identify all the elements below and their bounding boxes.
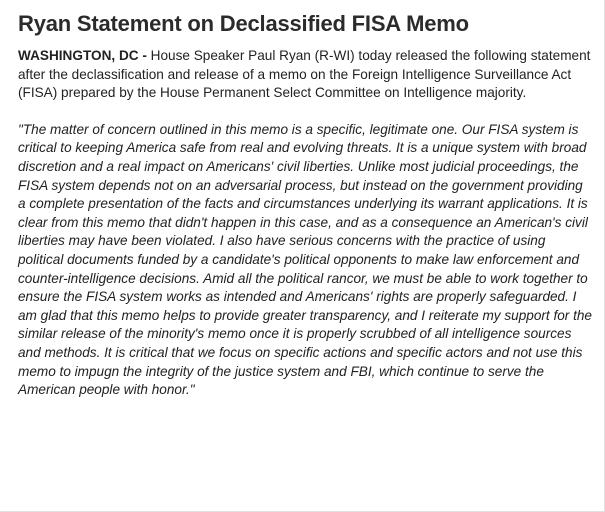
article-dateline: WASHINGTON, DC - (18, 48, 147, 63)
article-title: Ryan Statement on Declassified FISA Memo (18, 11, 469, 36)
article (18, 10, 594, 400)
article-lede-paragraph (18, 47, 594, 103)
article-lede-text: House Speaker Paul Ryan (R-WI) today released the following statement after the declassification and release of a memo on the Foreign Intelligence Surveillance Act (FISA) prepared by the House Permanent Select Committee on Intelligence majority. (18, 48, 591, 101)
article-quote: "The matter of concern outlined in this memo is a specific, legitimate one. Our FISA system is critical to keeping America safe from real and evolving threats. It is a unique system with broad discretion and a real impact on Americans' civil liberties. Unlike most judicial proceedings, the FISA system depends not on an adversarial process, but instead on the government providing a complete presentation of the facts and circumstances underlying its warrant applications. It is clear from this memo that didn't happen in this case, and as a consequence an American's civil liberties may have been violated. I also have serious concerns with the practice of using political documents funded by a candidate's political opponents to make law enforcement and counter-intelligence decisions. Amid all the political rancor, we must be able to work together to ensure the FISA system works as intended and Americans' rights are properly safeguarded. I am glad that this memo helps to provide greater transparency, and I reiterate my support for the similar release of the minority's memo once it is properly scrubbed of all intelligence sources and methods. It is critical that we focus on specific actions and specific actors and not use this memo to impugn the integrity of the justice system and FBI, which continue to serve the American people with honor." (18, 121, 592, 398)
